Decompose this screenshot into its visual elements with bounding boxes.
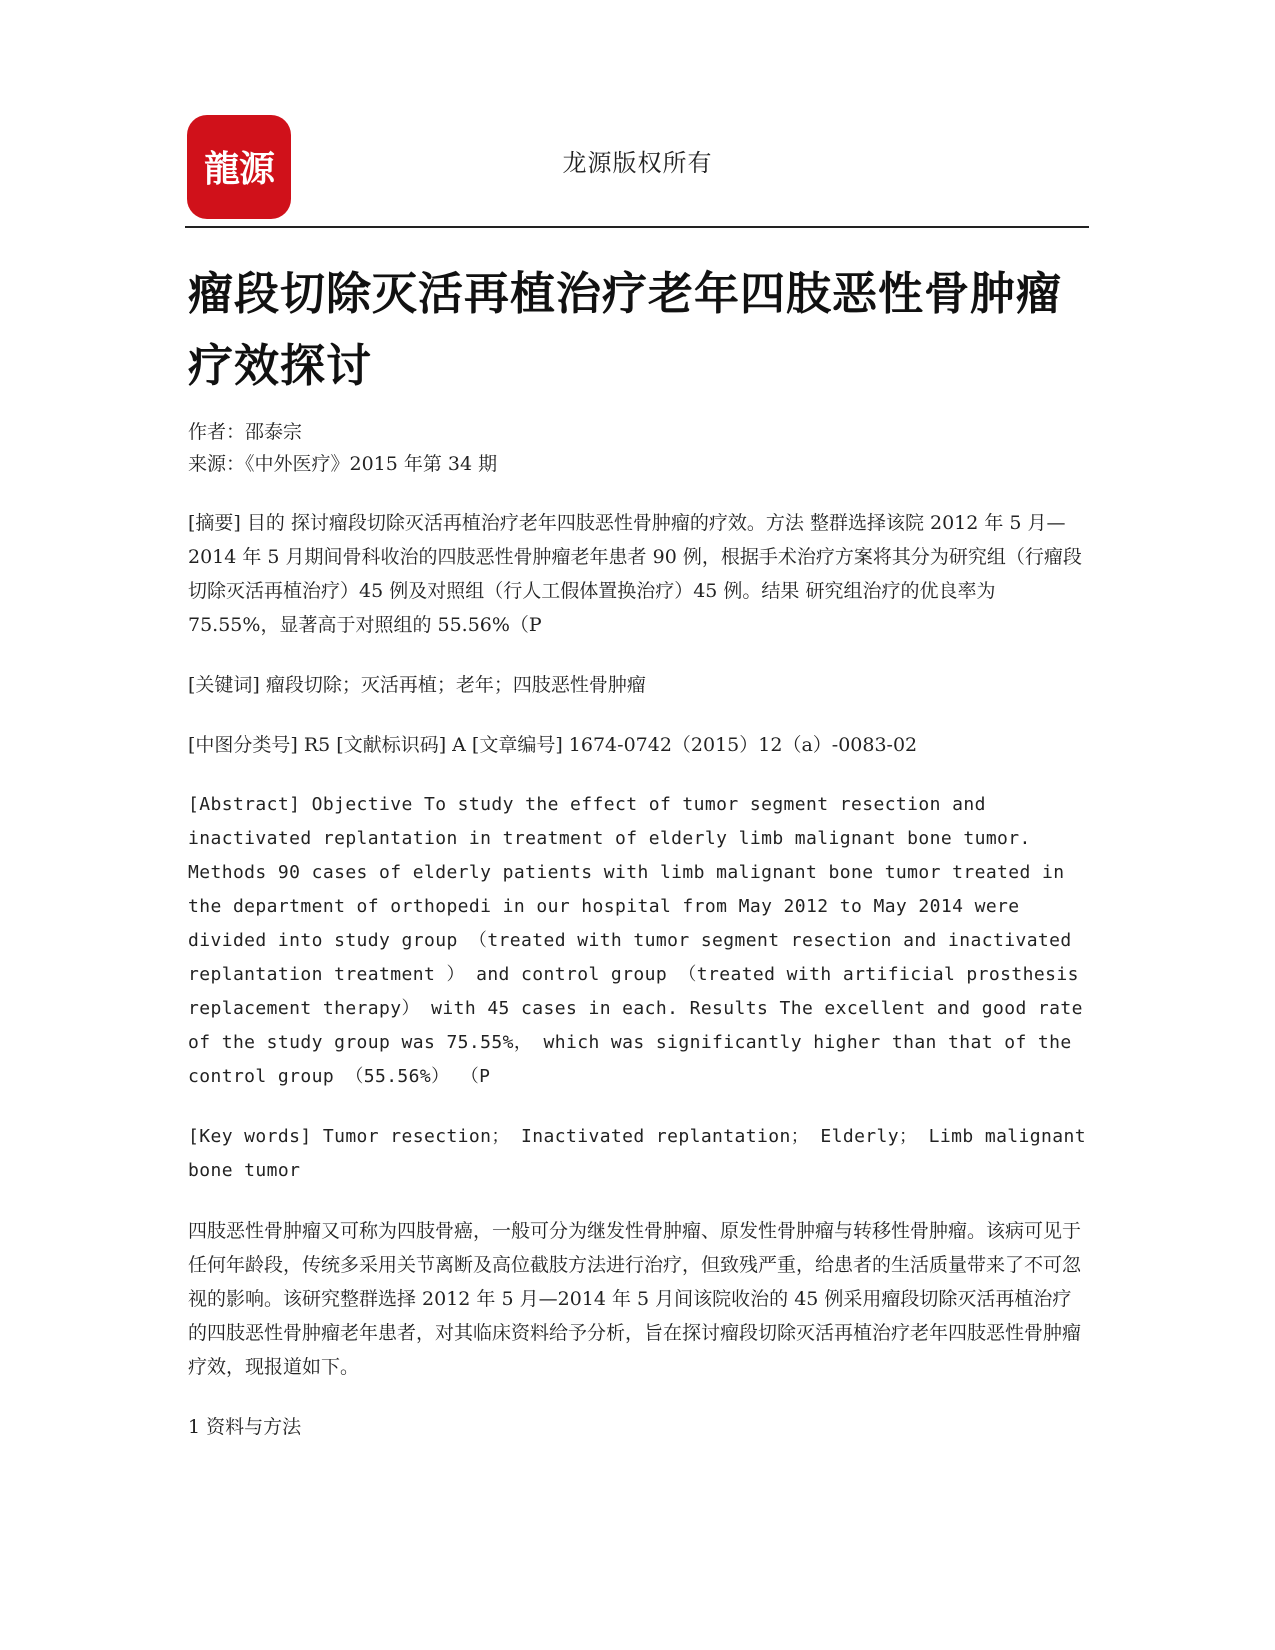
body-introduction: 四肢恶性骨肿瘤又可称为四肢骨癌，一般可分为继发性骨肿瘤、原发性骨肿瘤与转移性骨肿瘤。该病可见于任何年龄段，传统多采用关节离断及高位截肢方法进行治疗，但致残严重，给患者的生活质量带来了不可忽视的影响。该研究整群选择 2012 年 5 月—2014 年 5 月间该院收治的 45 例采用瘤段切除灭活再植治疗的四肢恶性骨肿瘤老年患者，对其临床资料给予分析，旨在探讨瘤段切除灭活再植治疗老年四肢恶性骨肿瘤疗效，现报道如下。 [188,1220,1082,1378]
logo-text: 龍源 [203,149,275,190]
classification-line: [中图分类号] R5 [文献标识码] A [文章编号] 1674-0742（2015）12（a）-0083-02 [188,734,918,756]
abstract-chinese: [摘要] 目的 探讨瘤段切除灭活再植治疗老年四肢恶性骨肿瘤的疗效。方法 整群选择该院 2012 年 5 月—2014 年 5 月期间骨科收治的四肢恶性骨肿瘤老年患者 90 例，根据手术治疗方案将其分为研究组（行瘤段切除灭活再植治疗）45 例及对照组（行人工假体置换治疗）45 例。结果 研究组治疗的优良率为 75.55%，显著高于对照组的 55.56%（P [188,512,1082,636]
article-meta [188,416,1088,480]
article-title: 瘤段切除灭活再植治疗老年四肢恶性骨肿瘤疗效探讨 [188,267,1063,392]
header-divider [185,226,1089,228]
keywords-chinese: [关键词] 瘤段切除；灭活再植；老年；四肢恶性骨肿瘤 [188,674,646,696]
abstract-english: [Abstract] Objective To study the effect of tumor segment resection and inactivated replantation in treatment of elderly limb malignant bone tumor. Methods 90 cases of elderly patients with limb malignant bone tumor treated in the department of orthopedi in our hospital from May 2012 to May 2014 were divided into study group （treated with tumor segment resection and inactivated replantation treatment ） and control group （treated with artificial prosthesis replacement therapy） with 45 cases in each. Results The excellent and good rate of the study group was 75.55%， which was significantly higher than that of the control group （55.56%） （P [188,794,1083,1087]
source-line: 来源：《中外医疗》2015 年第 34 期 [188,453,498,475]
section-heading: 1 资料与方法 [188,1416,302,1438]
copyright-notice: 龙源版权所有 [562,149,713,177]
keywords-english: [Key words] Tumor resection； Inactivated replantation； Elderly； Limb malignant bone tumor [188,1126,1086,1181]
author-line: 作者：邵泰宗 [188,421,303,443]
article-body [188,258,1088,1444]
